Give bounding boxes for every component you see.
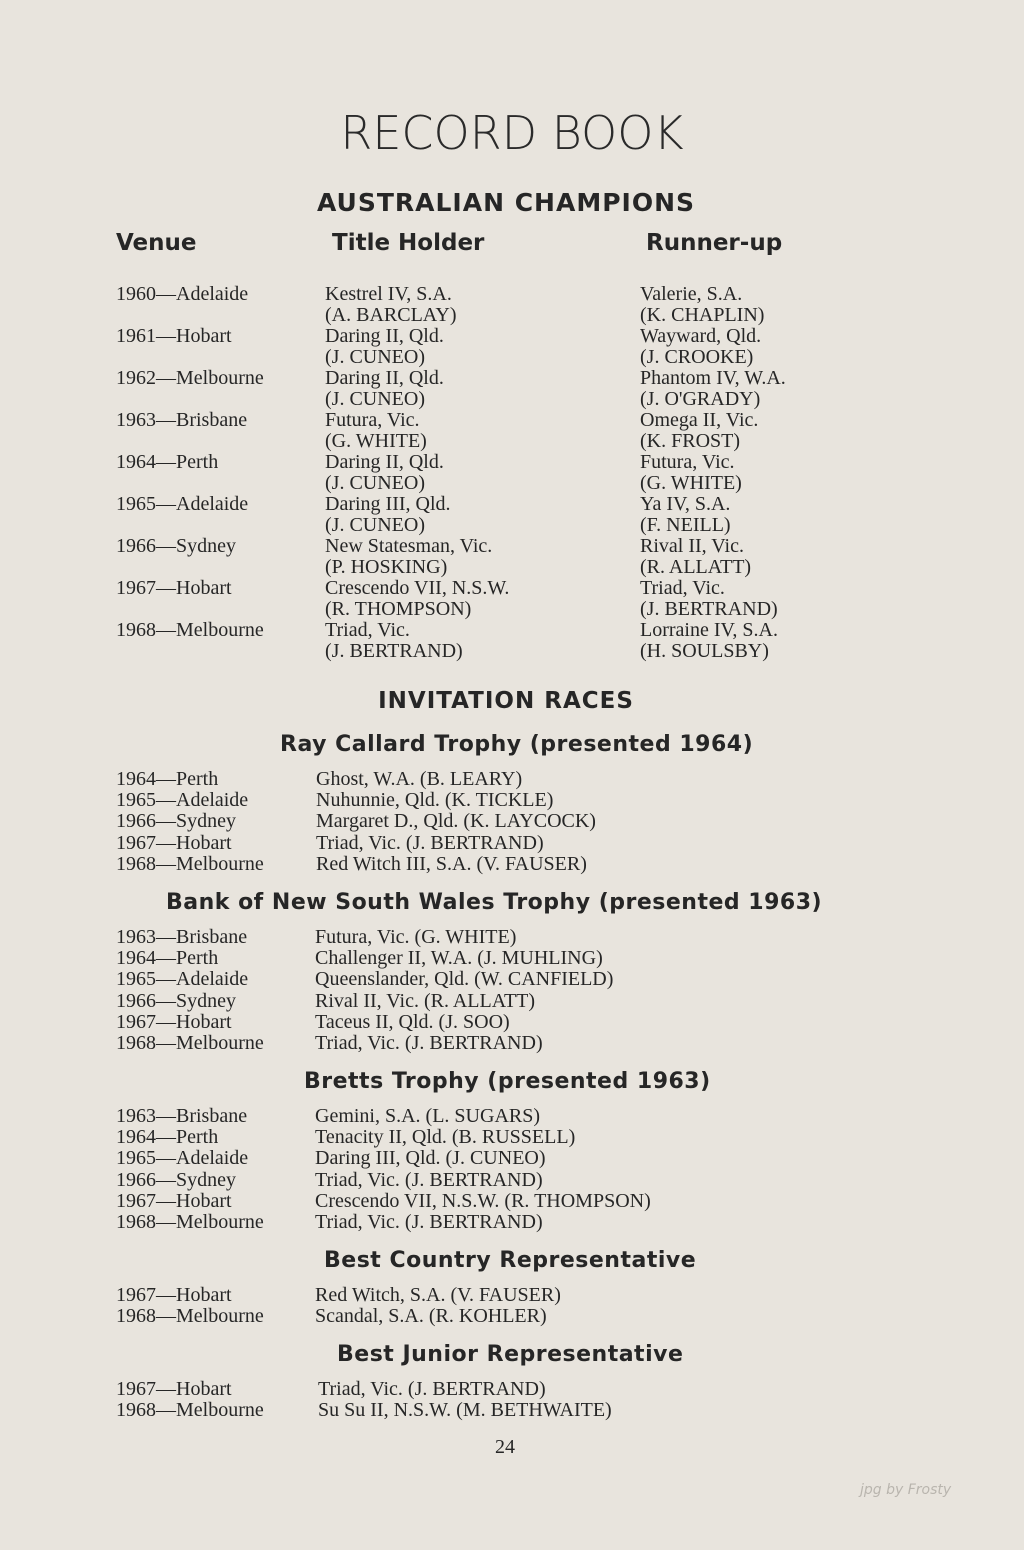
- section-title: Bretts Trophy (presented 1963): [304, 1069, 711, 1094]
- result-winner: Daring III, Qld. (J. CUNEO): [315, 1147, 546, 1170]
- result-winner: Triad, Vic. (J. BERTRAND): [315, 1031, 543, 1054]
- runner-up-skipper: (H. SOULSBY): [640, 640, 769, 662]
- result-winner: Scandal, S.A. (R. KOHLER): [315, 1305, 547, 1328]
- result-winner: Red Witch, S.A. (V. FAUSER): [315, 1284, 561, 1306]
- title-holder-skipper: (J. BERTRAND): [325, 640, 463, 662]
- result-winner: Triad, Vic. (J. BERTRAND): [315, 1210, 543, 1233]
- section-title: Ray Callard Trophy (presented 1964): [280, 732, 754, 757]
- result-venue: 1966—Sydney: [116, 989, 236, 1012]
- section-title: Best Country Representative: [324, 1248, 697, 1273]
- result-winner: Challenger II, W.A. (J. MUHLING): [315, 947, 603, 970]
- title-holder: Daring II, Qld.: [325, 367, 444, 389]
- title-holder-skipper: (J. CUNEO): [325, 346, 425, 368]
- result-winner: Futura, Vic. (G. WHITE): [315, 926, 517, 948]
- title-holder: Crescendo VII, N.S.W.: [325, 577, 510, 599]
- section-title: Best Junior Representative: [337, 1342, 684, 1367]
- invitation-races-heading: INVITATION RACES: [378, 688, 634, 714]
- title-holder-skipper: (J. CUNEO): [325, 388, 425, 410]
- result-winner: Triad, Vic. (J. BERTRAND): [318, 1378, 546, 1400]
- result-winner: Gemini, S.A. (L. SUGARS): [315, 1105, 541, 1127]
- runner-up-column-header: Runner-up: [646, 230, 783, 256]
- result-winner: Su Su II, N.S.W. (M. BETHWAITE): [318, 1399, 612, 1422]
- result-venue: 1963—Brisbane: [116, 1105, 248, 1127]
- title-holder: Daring III, Qld.: [325, 493, 451, 515]
- runner-up: Valerie, S.A.: [640, 283, 743, 305]
- title-holder-skipper: (J. CUNEO): [325, 514, 425, 536]
- result-venue: 1965—Adelaide: [116, 968, 249, 991]
- venue: 1964—Perth: [116, 451, 219, 473]
- runner-up-skipper: (J. O'GRADY): [640, 388, 761, 410]
- result-venue: 1965—Adelaide: [116, 1147, 249, 1170]
- venue-column-header: Venue: [116, 230, 197, 256]
- result-venue: 1967—Hobart: [116, 1284, 232, 1306]
- section-title: Bank of New South Wales Trophy (presented 1963): [166, 890, 823, 915]
- venue: 1961—Hobart: [116, 325, 232, 347]
- result-winner: Triad, Vic. (J. BERTRAND): [316, 831, 544, 854]
- title-holder-skipper: (A. BARCLAY): [325, 304, 457, 326]
- runner-up-skipper: (G. WHITE): [640, 472, 742, 494]
- result-winner: Triad, Vic. (J. BERTRAND): [315, 1168, 543, 1191]
- runner-up: Ya IV, S.A.: [640, 493, 731, 515]
- result-venue: 1964—Perth: [116, 1126, 219, 1149]
- result-venue: 1964—Perth: [116, 768, 219, 790]
- title-holder-skipper: (G. WHITE): [325, 430, 427, 452]
- title-holder-skipper: (J. CUNEO): [325, 472, 425, 494]
- runner-up: Rival II, Vic.: [640, 535, 744, 557]
- result-winner: Ghost, W.A. (B. LEARY): [316, 768, 523, 790]
- result-venue: 1968—Melbourne: [116, 1031, 264, 1054]
- title-holder: Daring II, Qld.: [325, 325, 444, 347]
- page-title: RECORD BOOK: [340, 106, 684, 160]
- result-venue: 1967—Hobart: [116, 1378, 232, 1400]
- result-venue: 1966—Sydney: [116, 810, 236, 833]
- champions-heading: AUSTRALIAN CHAMPIONS: [316, 188, 696, 217]
- runner-up-skipper: (R. ALLATT): [640, 556, 752, 578]
- runner-up-skipper: (K. CHAPLIN): [640, 304, 765, 326]
- venue: 1962—Melbourne: [116, 367, 264, 389]
- runner-up: Triad, Vic.: [640, 577, 725, 599]
- venue: 1965—Adelaide: [116, 493, 249, 515]
- result-venue: 1968—Melbourne: [116, 1210, 264, 1233]
- title-holder: Kestrel IV, S.A.: [325, 283, 452, 305]
- result-winner: Rival II, Vic. (R. ALLATT): [315, 989, 536, 1012]
- title-holder: New Statesman, Vic.: [325, 535, 493, 557]
- result-venue: 1963—Brisbane: [116, 926, 248, 948]
- venue: 1968—Melbourne: [116, 619, 264, 641]
- page-number: 24: [495, 1436, 515, 1458]
- title-holder: Daring II, Qld.: [325, 451, 444, 473]
- venue: 1963—Brisbane: [116, 409, 248, 431]
- result-winner: Crescendo VII, N.S.W. (R. THOMPSON): [315, 1189, 651, 1212]
- runner-up-skipper: (J. BERTRAND): [640, 598, 778, 620]
- result-venue: 1968—Melbourne: [116, 852, 264, 875]
- runner-up-skipper: (K. FROST): [640, 430, 741, 452]
- result-venue: 1967—Hobart: [116, 1010, 232, 1033]
- runner-up: Futura, Vic.: [640, 451, 735, 473]
- title-holder-column-header: Title Holder: [332, 230, 485, 256]
- result-winner: Nuhunnie, Qld. (K. TICKLE): [316, 789, 554, 812]
- runner-up-skipper: (F. NEILL): [640, 514, 731, 536]
- title-holder: Futura, Vic.: [325, 409, 420, 431]
- title-holder-skipper: (R. THOMPSON): [325, 598, 472, 620]
- runner-up: Wayward, Qld.: [640, 325, 762, 347]
- result-venue: 1967—Hobart: [116, 1189, 232, 1212]
- runner-up: Lorraine IV, S.A.: [640, 619, 778, 641]
- venue: 1960—Adelaide: [116, 283, 249, 305]
- venue: 1967—Hobart: [116, 577, 232, 599]
- result-venue: 1967—Hobart: [116, 831, 232, 854]
- result-venue: 1968—Melbourne: [116, 1399, 264, 1422]
- runner-up: Phantom IV, W.A.: [640, 367, 786, 389]
- venue: 1966—Sydney: [116, 535, 236, 557]
- title-holder: Triad, Vic.: [325, 619, 410, 641]
- result-winner: Tenacity II, Qld. (B. RUSSELL): [315, 1126, 576, 1149]
- title-holder-skipper: (P. HOSKING): [325, 556, 448, 578]
- runner-up: Omega II, Vic.: [640, 409, 759, 431]
- result-venue: 1968—Melbourne: [116, 1305, 264, 1328]
- result-winner: Margaret D., Qld. (K. LAYCOCK): [316, 810, 596, 833]
- result-venue: 1964—Perth: [116, 947, 219, 970]
- result-venue: 1966—Sydney: [116, 1168, 236, 1191]
- runner-up-skipper: (J. CROOKE): [640, 346, 754, 368]
- scan-credit-watermark: jpg by Frosty: [860, 1482, 952, 1498]
- result-winner: Taceus II, Qld. (J. SOO): [315, 1010, 510, 1033]
- result-winner: Queenslander, Qld. (W. CANFIELD): [315, 968, 614, 991]
- result-winner: Red Witch III, S.A. (V. FAUSER): [316, 852, 587, 875]
- result-venue: 1965—Adelaide: [116, 789, 249, 812]
